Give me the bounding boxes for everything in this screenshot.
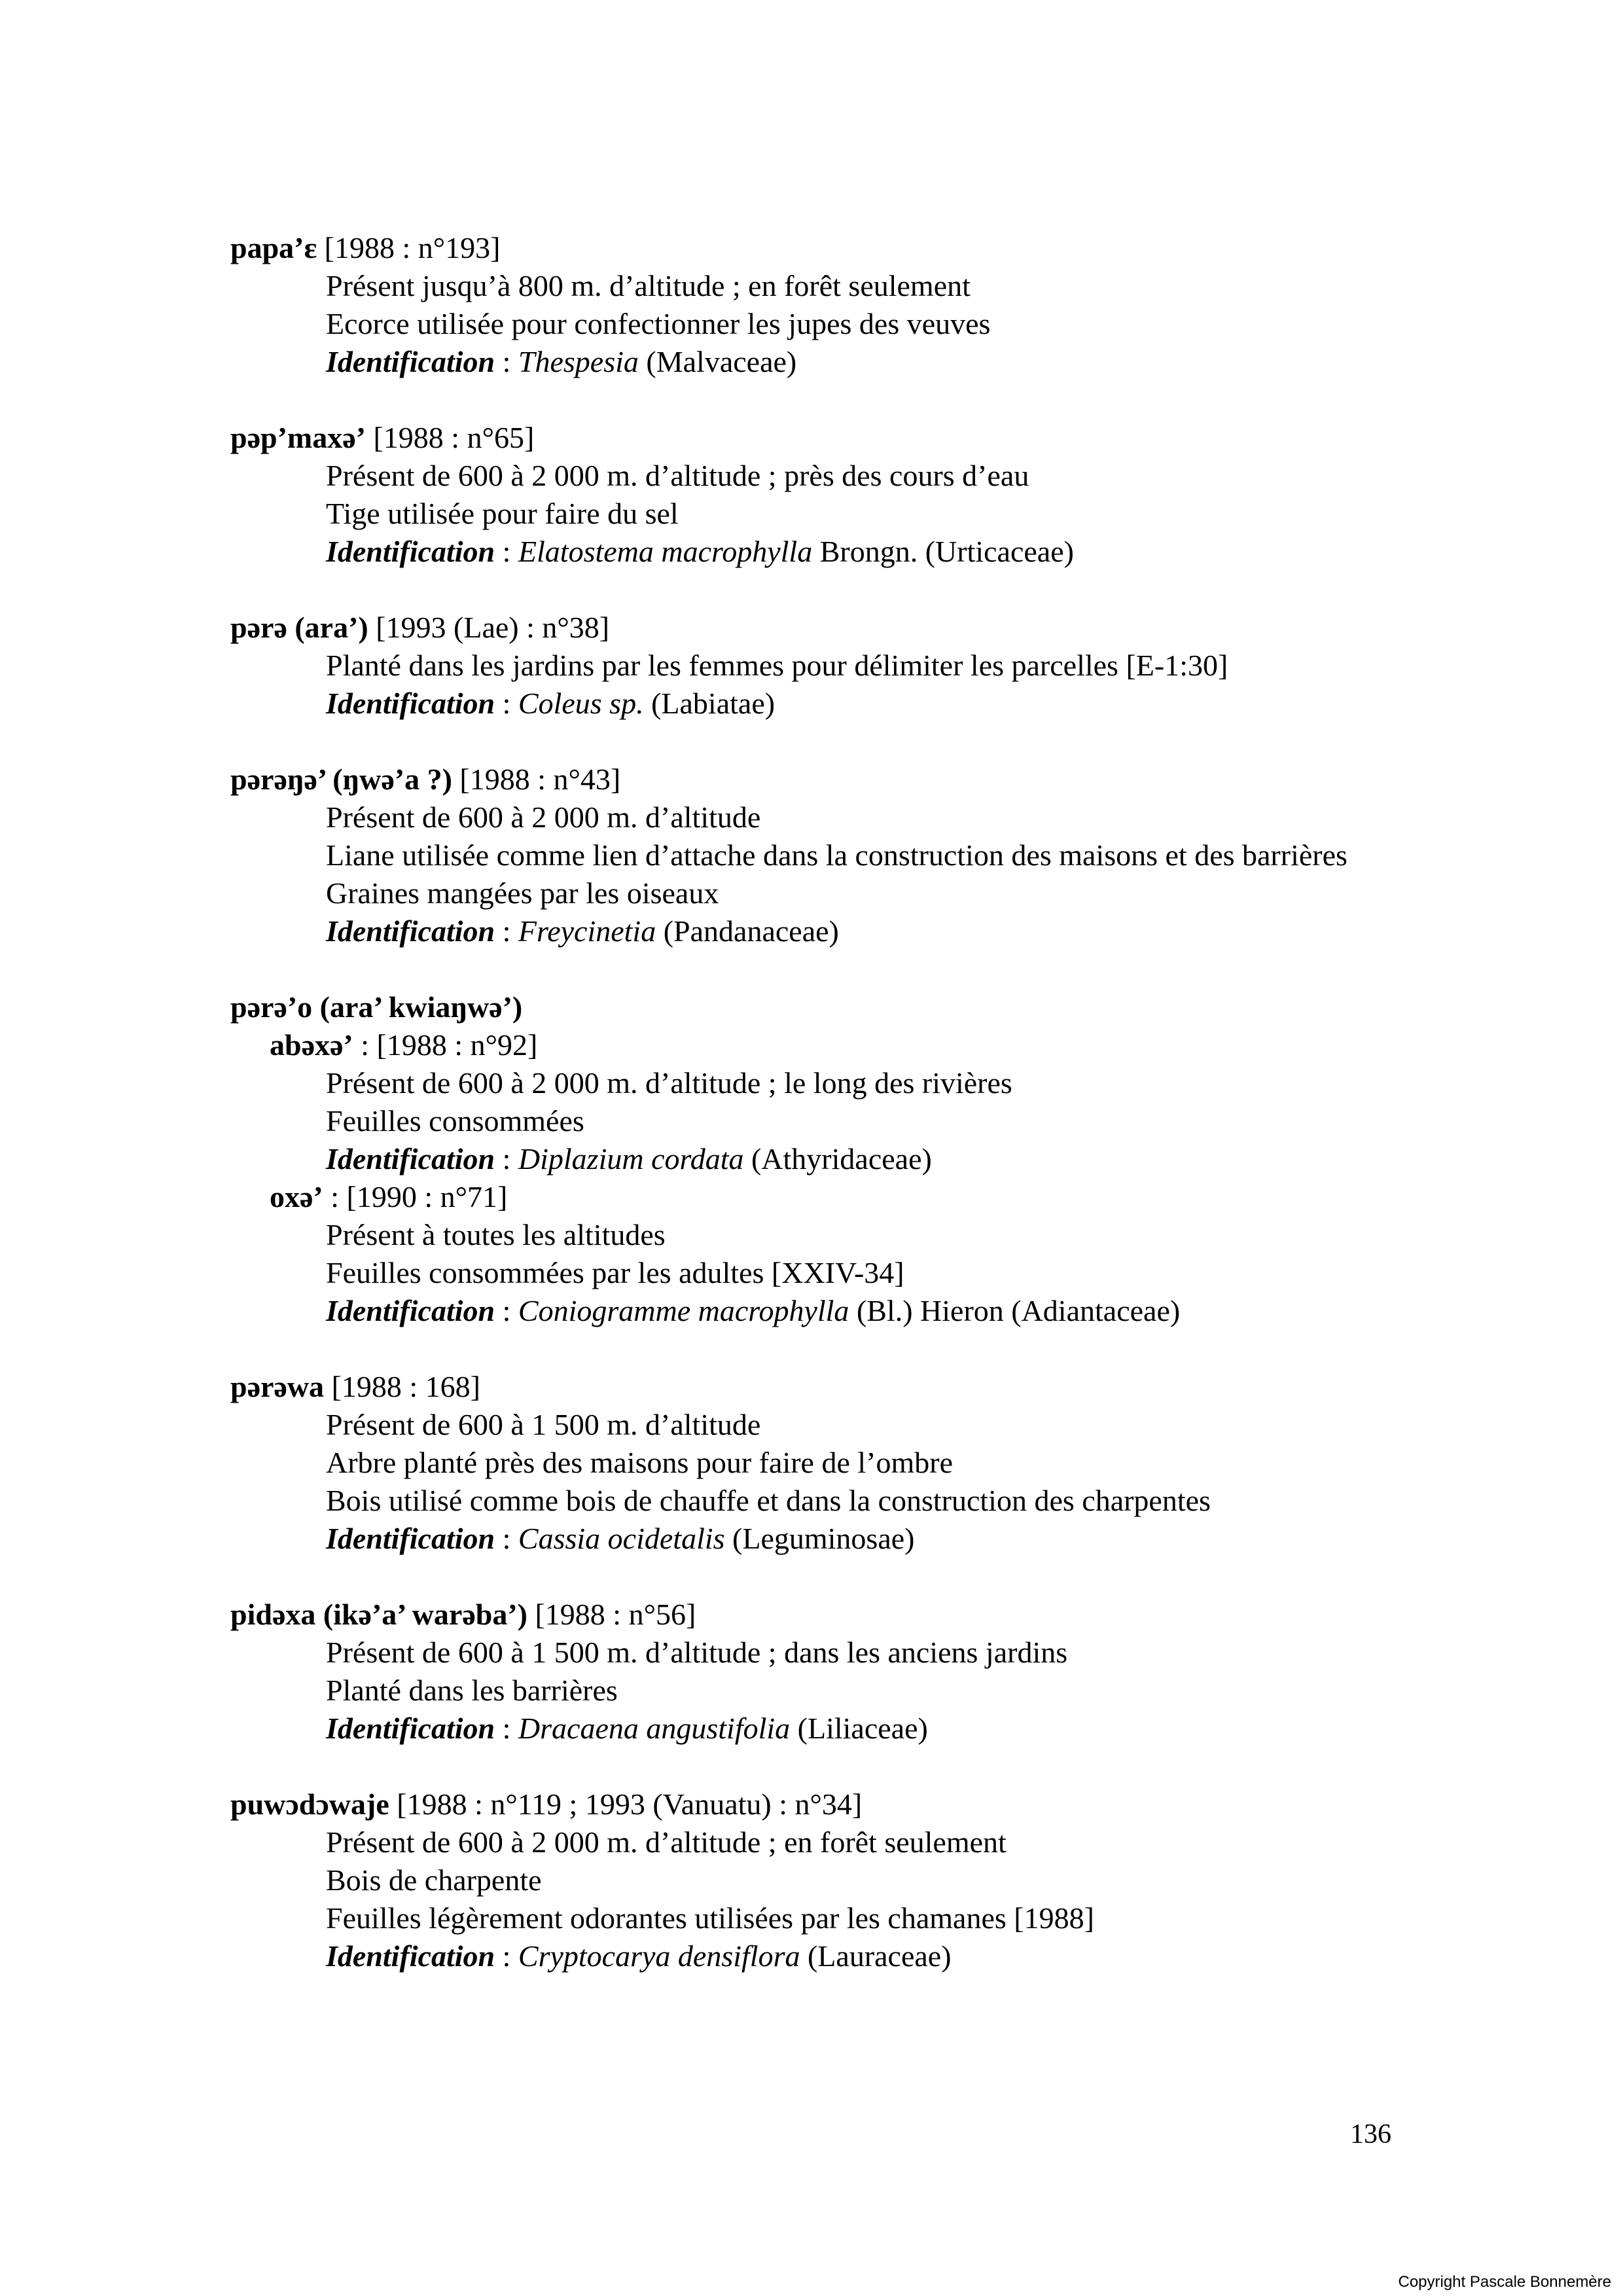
- plant-family: Brongn. (Urticaceae): [812, 535, 1074, 568]
- entry-heading: [230, 1368, 1408, 1406]
- entry-term: pərəŋə’ (ŋwə’a ?): [230, 762, 452, 796]
- identification-line: [230, 533, 1408, 571]
- identification-label: Identification: [326, 687, 495, 720]
- description-line: Arbre planté près des maisons pour faire de l’ombre: [326, 1446, 954, 1479]
- scientific-name: Elatostema macrophylla: [518, 535, 813, 568]
- identification-label: Identification: [326, 1712, 495, 1745]
- identification-line: [230, 1937, 1408, 1975]
- scientific-name: Dracaena angustifolia: [518, 1712, 791, 1745]
- scientific-name: Cryptocarya densiflora: [518, 1939, 800, 1973]
- identification-separator: :: [495, 1712, 518, 1745]
- entry-heading: [230, 761, 1408, 798]
- glossary-entry: [230, 761, 1408, 950]
- glossary-entry: [230, 419, 1408, 571]
- subentry-term: oxə’: [270, 1180, 323, 1213]
- identification-line: [230, 1520, 1408, 1558]
- plant-family: (Lauraceae): [800, 1939, 952, 1973]
- entry-term: puwɔdɔwaje: [230, 1787, 389, 1821]
- scientific-name: Diplazium cordata: [518, 1142, 744, 1175]
- identification-separator: :: [495, 1142, 518, 1175]
- scientific-name: Coniogramme macrophylla: [518, 1294, 849, 1327]
- scientific-name: Cassia ocidetalis: [518, 1522, 725, 1555]
- description-line: Feuilles consommées par les adultes [XXIV-34]: [326, 1256, 904, 1289]
- glossary-entry: [230, 609, 1408, 723]
- description-line: Présent de 600 à 2 000 m. d’altitude ; en forêt seulement: [326, 1825, 1007, 1859]
- plant-family: (Pandanaceae): [656, 914, 839, 948]
- page-number: 136: [1350, 2119, 1391, 2149]
- entry-reference: [1988 : n°43]: [452, 762, 621, 796]
- identification-label: Identification: [326, 1522, 495, 1555]
- plant-family: (Leguminosae): [724, 1522, 915, 1555]
- plant-family: (Labiatae): [643, 687, 776, 720]
- description-line: Présent de 600 à 2 000 m. d’altitude ; le long des rivières: [326, 1066, 1012, 1100]
- entry-reference: [1993 (Lae) : n°38]: [368, 611, 610, 644]
- glossary-entry: [230, 229, 1408, 381]
- description-line: Présent de 600 à 2 000 m. d’altitude: [326, 800, 761, 834]
- identification-line: [230, 1140, 1408, 1178]
- identification-separator: :: [495, 1939, 518, 1973]
- entry-reference: [1988 : n°119 ; 1993 (Vanuatu) : n°34]: [389, 1787, 863, 1821]
- description-line: Liane utilisée comme lien d’attache dans la construction des maisons et des barrières: [326, 838, 1347, 872]
- identification-label: Identification: [326, 345, 495, 378]
- entry-heading: [230, 1596, 1408, 1634]
- identification-separator: :: [495, 535, 518, 568]
- identification-separator: :: [495, 345, 518, 378]
- plant-family: (Athyridaceae): [743, 1142, 932, 1175]
- identification-separator: :: [495, 687, 518, 720]
- description-line: Planté dans les barrières: [326, 1674, 618, 1707]
- plant-family: (Bl.) Hieron (Adiantaceae): [849, 1294, 1181, 1327]
- entry-term: pəp’maxə’: [230, 421, 366, 454]
- identification-line: [230, 685, 1408, 723]
- subentry-reference: : [1988 : n°92]: [353, 1028, 538, 1062]
- identification-line: [230, 1710, 1408, 1748]
- glossary-content: [230, 229, 1408, 2013]
- identification-label: Identification: [326, 1294, 495, 1327]
- identification-separator: :: [495, 1522, 518, 1555]
- glossary-entry: [230, 1368, 1408, 1558]
- scientific-name: Thespesia: [518, 345, 639, 378]
- entry-heading: [230, 988, 1408, 1026]
- entry-heading: [230, 229, 1408, 267]
- description-line: Bois utilisé comme bois de chauffe et dans la construction des charpentes: [326, 1484, 1211, 1517]
- description-line: Tige utilisée pour faire du sel: [326, 497, 679, 530]
- entry-heading: [230, 419, 1408, 457]
- scientific-name: Coleus sp.: [518, 687, 644, 720]
- identification-separator: :: [495, 1294, 518, 1327]
- description-line: Présent de 600 à 2 000 m. d’altitude ; près des cours d’eau: [326, 459, 1029, 492]
- description-line: Feuilles légèrement odorantes utilisées par les chamanes [1988]: [326, 1901, 1094, 1935]
- subentry-reference: : [1990 : n°71]: [323, 1180, 508, 1213]
- plant-family: (Malvaceae): [638, 345, 797, 378]
- identification-separator: :: [495, 914, 518, 948]
- plant-family: (Liliaceae): [790, 1712, 928, 1745]
- entry-reference: [1988 : n°56]: [527, 1598, 696, 1631]
- entry-heading: [230, 609, 1408, 647]
- description-line: Feuilles consommées: [326, 1104, 584, 1138]
- entry-heading: [230, 1785, 1408, 1823]
- entry-term: pərə’o (ara’ kwiaŋwə’): [230, 990, 523, 1024]
- description-line: Graines mangées par les oiseaux: [326, 876, 719, 910]
- identification-label: Identification: [326, 1939, 495, 1973]
- identification-line: [230, 343, 1408, 381]
- copyright-notice: Copyright Pascale Bonnemère: [1398, 2273, 1611, 2291]
- identification-label: Identification: [326, 914, 495, 948]
- entry-term: pərə (ara’): [230, 611, 368, 644]
- description-line: Planté dans les jardins par les femmes pour délimiter les parcelles [E-1:30]: [326, 649, 1228, 682]
- subentry-heading: [230, 1026, 1408, 1064]
- scientific-name: Freycinetia: [518, 914, 656, 948]
- identification-label: Identification: [326, 1142, 495, 1175]
- description-line: Présent à toutes les altitudes: [326, 1218, 666, 1251]
- glossary-entry: [230, 1596, 1408, 1748]
- identification-line: [230, 912, 1408, 950]
- description-line: Présent jusqu’à 800 m. d’altitude ; en forêt seulement: [326, 269, 971, 302]
- identification-label: Identification: [326, 535, 495, 568]
- entry-term: pərəwa: [230, 1370, 325, 1403]
- subentry-term: abəxə’: [270, 1028, 353, 1062]
- entry-term: papa’ɛ: [230, 231, 317, 264]
- identification-line: [230, 1292, 1408, 1330]
- entry-reference: [1988 : n°65]: [365, 421, 535, 454]
- description-line: Bois de charpente: [326, 1863, 542, 1897]
- description-line: Ecorce utilisée pour confectionner les jupes des veuves: [326, 307, 991, 340]
- description-line: Présent de 600 à 1 500 m. d’altitude: [326, 1408, 761, 1441]
- entry-reference: [1988 : n°193]: [317, 231, 501, 264]
- entry-reference: [1988 : 168]: [324, 1370, 480, 1403]
- description-line: Présent de 600 à 1 500 m. d’altitude ; dans les anciens jardins: [326, 1636, 1068, 1669]
- entry-term: pidəxa (ikə’a’ warəba’): [230, 1598, 527, 1631]
- glossary-entry: [230, 1785, 1408, 1975]
- glossary-entry: [230, 988, 1408, 1330]
- subentry-heading: [230, 1178, 1408, 1216]
